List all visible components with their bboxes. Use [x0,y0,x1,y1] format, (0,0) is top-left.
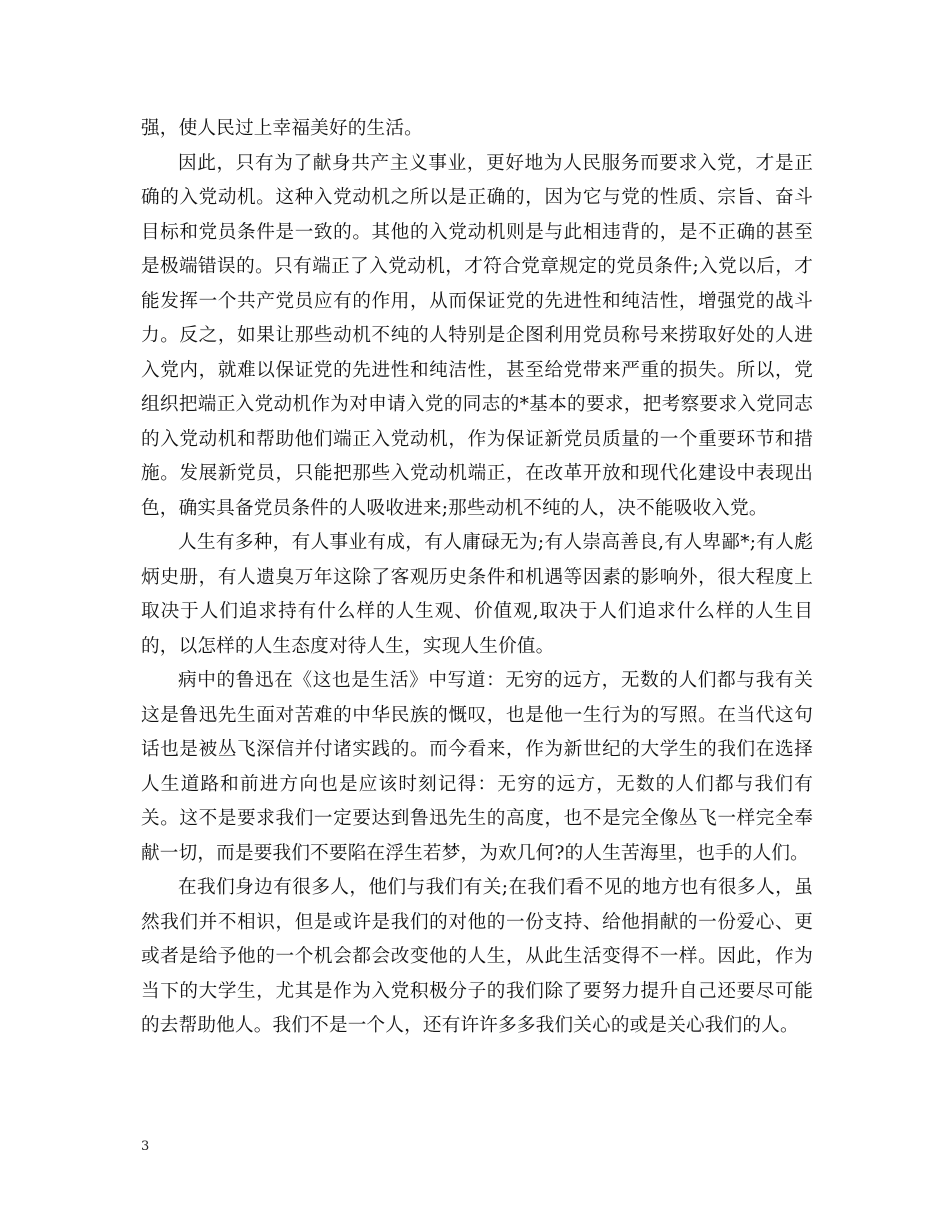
paragraph-2: 因此，只有为了献身共产主义事业，更好地为人民服务而要求入党，才是正确的入党动机。这种入党动机之所以是正确的，因为它与党的性质、宗旨、奋斗目标和党员条件是一致的。其他的入党动机则是与此相违背的，是不正确的甚至是极端错误的。只有端正了入党动机，才符合党章规定的党员条件;入党以后，才能发挥一个共产党员应有的作用，从而保证党的先进性和纯洁性，增强党的战斗力。反之，如果让那些动机不纯的人特别是企图利用党员称号来捞取好处的人进入党内，就难以保证党的先进性和纯洁性，甚至给党带来严重的损失。所以，党组织把端正入党动机作为对申请入党的同志的*基本的要求，把考察要求入党同志的入党动机和帮助他们端正入党动机，作为保证新党员质量的一个重要环节和措施。发展新党员，只能把那些入党动机端正，在改革开放和现代化建设中表现出色，确实具备党员条件的人吸收进来;那些动机不纯的人，决不能吸收入党。 [141,152,813,519]
page-number: 3 [141,1139,150,1154]
paragraph-1: 强，使人民过上幸福美好的生活。 [141,118,423,139]
body-text [141,112,813,1044]
paragraph-4: 病中的鲁迅在《这也是生活》中写道：无穷的远方，无数的人们都与我有关这是鲁迅先生面对苦难的中华民族的慨叹，也是他一生行为的写照。在当代这句话也是被丛飞深信并付诸实践的。而今看来，作为新世纪的大学生的我们在选择人生道路和前进方向也是应该时刻记得：无穷的远方，无数的人们都与我们有关。这不是要求我们一定要达到鲁迅先生的高度，也不是完全像丛飞一样完全奉献一切，而是要我们不要陷在浮生若梦，为欢几何?的人生苦海里，也手的人们。 [141,670,813,864]
paragraph-5: 在我们身边有很多人，他们与我们有关;在我们看不见的地方也有很多人，虽然我们并不相识，但是或许是我们的对他的一份支持、给他捐献的一份爱心、更或者是给予他的一个机会都会改变他的人生，从此生活变得不一样。因此，作为当下的大学生，尤其是作为入党积极分子的我们除了要努力提升自己还要尽可能的去帮助他人。我们不是一个人，还有许许多多我们关心的或是关心我们的人。 [141,877,813,1036]
paragraph-3: 人生有多种，有人事业有成，有人庸碌无为;有人崇高善良,有人卑鄙*;有人彪炳史册，有人遗臭万年这除了客观历史条件和机遇等因素的影响外，很大程度上取决于人们追求持有什么样的人生观、价值观,取决于人们追求什么样的人生目的，以怎样的人生态度对待人生，实现人生价值。 [141,532,813,657]
